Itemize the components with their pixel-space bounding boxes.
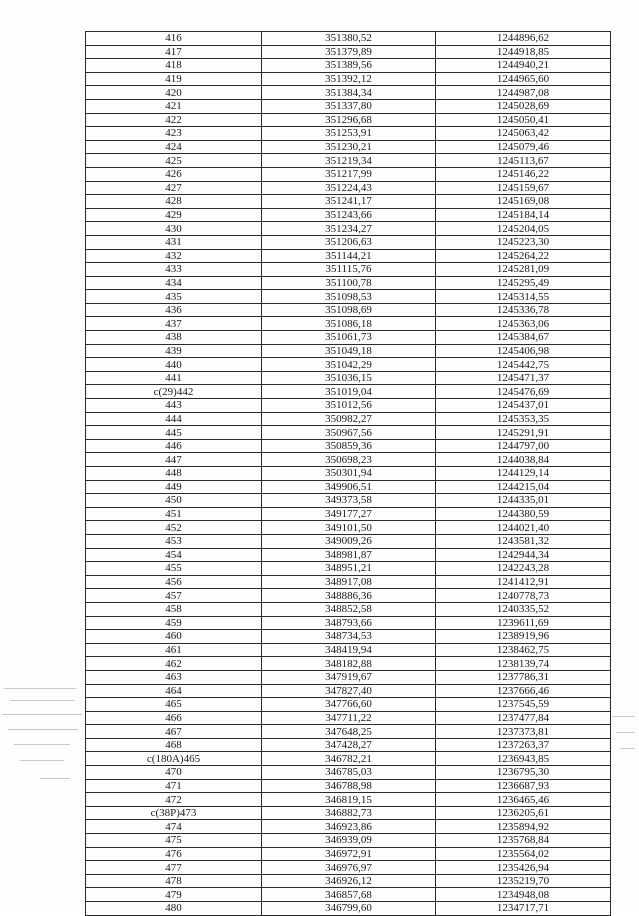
y-coordinate-cell: 1234717,71	[436, 902, 611, 916]
table-row	[86, 140, 611, 154]
table-row	[86, 426, 611, 440]
x-coordinate-cell: 350301,94	[262, 467, 436, 481]
table-row	[86, 643, 611, 657]
point-number-cell: 418	[86, 59, 262, 73]
x-coordinate-cell: 351230,21	[262, 140, 436, 154]
x-coordinate-cell: 351098,69	[262, 303, 436, 317]
table-row	[86, 725, 611, 739]
x-coordinate-cell: 351380,52	[262, 32, 436, 46]
y-coordinate-cell: 1245295,49	[436, 276, 611, 290]
table-row	[86, 453, 611, 467]
point-number-cell: 424	[86, 140, 262, 154]
point-number-cell: 436	[86, 303, 262, 317]
x-coordinate-cell: 347766,60	[262, 698, 436, 712]
x-coordinate-cell: 351224,43	[262, 181, 436, 195]
y-coordinate-cell: 1236687,93	[436, 779, 611, 793]
x-coordinate-cell: 346923,86	[262, 820, 436, 834]
point-number-cell: 423	[86, 127, 262, 141]
y-coordinate-cell: 1245476,69	[436, 385, 611, 399]
table-row	[86, 154, 611, 168]
point-number-cell: 474	[86, 820, 262, 834]
x-coordinate-cell: 347919,67	[262, 670, 436, 684]
x-coordinate-cell: 351061,73	[262, 331, 436, 345]
table-row	[86, 235, 611, 249]
table-row	[86, 534, 611, 548]
point-number-cell: 464	[86, 684, 262, 698]
point-number-cell: 449	[86, 480, 262, 494]
table-row	[86, 344, 611, 358]
x-coordinate-cell: 351337,80	[262, 99, 436, 113]
y-coordinate-cell: 1235768,84	[436, 834, 611, 848]
x-coordinate-cell: 346976,97	[262, 861, 436, 875]
point-number-cell: 439	[86, 344, 262, 358]
y-coordinate-cell: 1245363,06	[436, 317, 611, 331]
point-number-cell: 425	[86, 154, 262, 168]
y-coordinate-cell: 1244335,01	[436, 494, 611, 508]
y-coordinate-cell: 1245184,14	[436, 208, 611, 222]
table-row	[86, 222, 611, 236]
y-coordinate-cell: 1237786,31	[436, 670, 611, 684]
y-coordinate-cell: 1240335,52	[436, 602, 611, 616]
table-row	[86, 99, 611, 113]
x-coordinate-cell: 351243,66	[262, 208, 436, 222]
point-number-cell: 441	[86, 371, 262, 385]
point-number-cell: 416	[86, 32, 262, 46]
table-row	[86, 820, 611, 834]
scan-artifact	[10, 700, 74, 701]
x-coordinate-cell: 348734,53	[262, 630, 436, 644]
table-row	[86, 181, 611, 195]
y-coordinate-cell: 1235564,02	[436, 847, 611, 861]
x-coordinate-cell: 351100,78	[262, 276, 436, 290]
point-number-cell: 444	[86, 412, 262, 426]
x-coordinate-cell: 351253,91	[262, 127, 436, 141]
coordinates-table-body	[86, 32, 611, 916]
table-row	[86, 874, 611, 888]
x-coordinate-cell: 351036,15	[262, 371, 436, 385]
coordinates-table	[85, 31, 611, 916]
table-row	[86, 657, 611, 671]
point-number-cell: 461	[86, 643, 262, 657]
x-coordinate-cell: 351019,04	[262, 385, 436, 399]
x-coordinate-cell: 350698,23	[262, 453, 436, 467]
point-number-cell: 478	[86, 874, 262, 888]
point-number-cell: 465	[86, 698, 262, 712]
table-row	[86, 195, 611, 209]
y-coordinate-cell: 1240778,73	[436, 589, 611, 603]
y-coordinate-cell: 1237545,59	[436, 698, 611, 712]
y-coordinate-cell: 1239611,69	[436, 616, 611, 630]
table-row	[86, 521, 611, 535]
table-row	[86, 86, 611, 100]
x-coordinate-cell: 351206,63	[262, 235, 436, 249]
point-number-cell: 480	[86, 902, 262, 916]
x-coordinate-cell: 347648,25	[262, 725, 436, 739]
x-coordinate-cell: 349906,51	[262, 480, 436, 494]
x-coordinate-cell: 348419,94	[262, 643, 436, 657]
table-row	[86, 113, 611, 127]
y-coordinate-cell: 1245113,67	[436, 154, 611, 168]
x-coordinate-cell: 348852,58	[262, 602, 436, 616]
table-row	[86, 480, 611, 494]
y-coordinate-cell: 1245442,75	[436, 358, 611, 372]
y-coordinate-cell: 1245204,05	[436, 222, 611, 236]
point-number-cell: 466	[86, 711, 262, 725]
point-number-cell: 435	[86, 290, 262, 304]
scan-artifact	[40, 778, 70, 779]
table-row	[86, 303, 611, 317]
y-coordinate-cell: 1238919,96	[436, 630, 611, 644]
x-coordinate-cell: 350859,36	[262, 439, 436, 453]
table-row	[86, 127, 611, 141]
point-number-cell: 446	[86, 439, 262, 453]
y-coordinate-cell: 1245291,91	[436, 426, 611, 440]
scan-artifact	[20, 760, 64, 761]
scan-artifact	[4, 688, 76, 689]
point-number-cell: 428	[86, 195, 262, 209]
y-coordinate-cell: 1245223,30	[436, 235, 611, 249]
y-coordinate-cell: 1237373,81	[436, 725, 611, 739]
x-coordinate-cell: 349009,26	[262, 534, 436, 548]
point-number-cell: 440	[86, 358, 262, 372]
point-number-cell: 452	[86, 521, 262, 535]
y-coordinate-cell: 1236943,85	[436, 752, 611, 766]
point-number-cell: 471	[86, 779, 262, 793]
scan-artifact	[8, 729, 78, 730]
table-row	[86, 371, 611, 385]
point-number-cell: 438	[86, 331, 262, 345]
point-number-cell: 433	[86, 263, 262, 277]
x-coordinate-cell: 350982,27	[262, 412, 436, 426]
table-row	[86, 358, 611, 372]
y-coordinate-cell: 1236795,30	[436, 766, 611, 780]
point-number-cell: 431	[86, 235, 262, 249]
table-row	[86, 385, 611, 399]
point-number-cell: 419	[86, 72, 262, 86]
x-coordinate-cell: 349177,27	[262, 507, 436, 521]
y-coordinate-cell: 1244021,40	[436, 521, 611, 535]
table-row	[86, 507, 611, 521]
y-coordinate-cell: 1244038,84	[436, 453, 611, 467]
y-coordinate-cell: 1244797,00	[436, 439, 611, 453]
x-coordinate-cell: 348981,87	[262, 548, 436, 562]
y-coordinate-cell: 1245050,41	[436, 113, 611, 127]
table-row	[86, 670, 611, 684]
table-row	[86, 766, 611, 780]
x-coordinate-cell: 346785,03	[262, 766, 436, 780]
x-coordinate-cell: 351234,27	[262, 222, 436, 236]
x-coordinate-cell: 346882,73	[262, 806, 436, 820]
x-coordinate-cell: 351296,68	[262, 113, 436, 127]
table-row	[86, 167, 611, 181]
x-coordinate-cell: 347711,22	[262, 711, 436, 725]
point-number-cell: 434	[86, 276, 262, 290]
x-coordinate-cell: 348951,21	[262, 562, 436, 576]
point-number-cell: 455	[86, 562, 262, 576]
point-number-cell: 458	[86, 602, 262, 616]
x-coordinate-cell: 346972,91	[262, 847, 436, 861]
table-row	[86, 276, 611, 290]
y-coordinate-cell: 1235219,70	[436, 874, 611, 888]
table-row	[86, 752, 611, 766]
point-number-cell: 467	[86, 725, 262, 739]
x-coordinate-cell: 346939,09	[262, 834, 436, 848]
y-coordinate-cell: 1241412,91	[436, 575, 611, 589]
point-number-cell: 447	[86, 453, 262, 467]
y-coordinate-cell: 1245063,42	[436, 127, 611, 141]
x-coordinate-cell: 348917,08	[262, 575, 436, 589]
x-coordinate-cell: 346799,60	[262, 902, 436, 916]
y-coordinate-cell: 1245079,46	[436, 140, 611, 154]
y-coordinate-cell: 1245406,98	[436, 344, 611, 358]
point-number-cell: 445	[86, 426, 262, 440]
table-row	[86, 331, 611, 345]
table-row	[86, 45, 611, 59]
table-row	[86, 616, 611, 630]
y-coordinate-cell: 1244918,85	[436, 45, 611, 59]
point-number-cell: 421	[86, 99, 262, 113]
point-number-cell: 430	[86, 222, 262, 236]
y-coordinate-cell: 1245169,08	[436, 195, 611, 209]
table-row	[86, 861, 611, 875]
table-row	[86, 711, 611, 725]
table-row	[86, 32, 611, 46]
point-number-cell: 448	[86, 467, 262, 481]
y-coordinate-cell: 1245281,09	[436, 263, 611, 277]
y-coordinate-cell: 1245146,22	[436, 167, 611, 181]
x-coordinate-cell: 351049,18	[262, 344, 436, 358]
table-row	[86, 834, 611, 848]
table-row	[86, 59, 611, 73]
table-row	[86, 602, 611, 616]
table-row	[86, 793, 611, 807]
point-number-cell: c(38P)473	[86, 806, 262, 820]
y-coordinate-cell: 1237477,84	[436, 711, 611, 725]
table-row	[86, 208, 611, 222]
x-coordinate-cell: 349373,58	[262, 494, 436, 508]
x-coordinate-cell: 347428,27	[262, 738, 436, 752]
x-coordinate-cell: 351384,34	[262, 86, 436, 100]
y-coordinate-cell: 1244129,14	[436, 467, 611, 481]
table-row	[86, 494, 611, 508]
y-coordinate-cell: 1244940,21	[436, 59, 611, 73]
y-coordinate-cell: 1237666,46	[436, 684, 611, 698]
y-coordinate-cell: 1245159,67	[436, 181, 611, 195]
y-coordinate-cell: 1245384,67	[436, 331, 611, 345]
x-coordinate-cell: 349101,50	[262, 521, 436, 535]
table-row	[86, 439, 611, 453]
point-number-cell: 459	[86, 616, 262, 630]
table-row	[86, 263, 611, 277]
x-coordinate-cell: 351219,34	[262, 154, 436, 168]
point-number-cell: 457	[86, 589, 262, 603]
x-coordinate-cell: 348793,66	[262, 616, 436, 630]
table-row	[86, 317, 611, 331]
table-row	[86, 412, 611, 426]
point-number-cell: 443	[86, 399, 262, 413]
x-coordinate-cell: 347827,40	[262, 684, 436, 698]
y-coordinate-cell: 1244896,62	[436, 32, 611, 46]
scan-artifact	[616, 732, 634, 733]
point-number-cell: 462	[86, 657, 262, 671]
point-number-cell: 429	[86, 208, 262, 222]
x-coordinate-cell: 351392,12	[262, 72, 436, 86]
point-number-cell: 437	[86, 317, 262, 331]
scan-artifact	[620, 748, 634, 749]
point-number-cell: c(29)442	[86, 385, 262, 399]
table-row	[86, 847, 611, 861]
table-row	[86, 684, 611, 698]
point-number-cell: 451	[86, 507, 262, 521]
y-coordinate-cell: 1245336,78	[436, 303, 611, 317]
table-row	[86, 562, 611, 576]
point-number-cell: 454	[86, 548, 262, 562]
y-coordinate-cell: 1243581,32	[436, 534, 611, 548]
y-coordinate-cell: 1245028,69	[436, 99, 611, 113]
y-coordinate-cell: 1235426,94	[436, 861, 611, 875]
point-number-cell: 479	[86, 888, 262, 902]
y-coordinate-cell: 1238139,74	[436, 657, 611, 671]
x-coordinate-cell: 351042,29	[262, 358, 436, 372]
y-coordinate-cell: 1245471,37	[436, 371, 611, 385]
x-coordinate-cell: 351012,56	[262, 399, 436, 413]
x-coordinate-cell: 351379,89	[262, 45, 436, 59]
table-row	[86, 698, 611, 712]
scan-artifact	[14, 744, 70, 745]
x-coordinate-cell: 351144,21	[262, 249, 436, 263]
x-coordinate-cell: 346857,68	[262, 888, 436, 902]
table-row	[86, 290, 611, 304]
x-coordinate-cell: 346819,15	[262, 793, 436, 807]
y-coordinate-cell: 1242243,28	[436, 562, 611, 576]
x-coordinate-cell: 350967,56	[262, 426, 436, 440]
table-row	[86, 738, 611, 752]
point-number-cell: 432	[86, 249, 262, 263]
table-row	[86, 806, 611, 820]
table-row	[86, 399, 611, 413]
point-number-cell: 463	[86, 670, 262, 684]
y-coordinate-cell: 1234948,08	[436, 888, 611, 902]
point-number-cell: 476	[86, 847, 262, 861]
x-coordinate-cell: 351241,17	[262, 195, 436, 209]
table-row	[86, 249, 611, 263]
x-coordinate-cell: 351098,53	[262, 290, 436, 304]
point-number-cell: 426	[86, 167, 262, 181]
table-row	[86, 467, 611, 481]
y-coordinate-cell: 1244965,60	[436, 72, 611, 86]
point-number-cell: 422	[86, 113, 262, 127]
y-coordinate-cell: 1236205,61	[436, 806, 611, 820]
table-row	[86, 575, 611, 589]
y-coordinate-cell: 1237263,37	[436, 738, 611, 752]
y-coordinate-cell: 1242944,34	[436, 548, 611, 562]
point-number-cell: 470	[86, 766, 262, 780]
y-coordinate-cell: 1244380,59	[436, 507, 611, 521]
table-row	[86, 589, 611, 603]
point-number-cell: 453	[86, 534, 262, 548]
y-coordinate-cell: 1244215,04	[436, 480, 611, 494]
x-coordinate-cell: 351217,99	[262, 167, 436, 181]
x-coordinate-cell: 346926,12	[262, 874, 436, 888]
x-coordinate-cell: 351115,76	[262, 263, 436, 277]
x-coordinate-cell: 346788,98	[262, 779, 436, 793]
y-coordinate-cell: 1245353,35	[436, 412, 611, 426]
table-row	[86, 548, 611, 562]
y-coordinate-cell: 1245264,22	[436, 249, 611, 263]
y-coordinate-cell: 1245314,55	[436, 290, 611, 304]
point-number-cell: 427	[86, 181, 262, 195]
point-number-cell: 420	[86, 86, 262, 100]
point-number-cell: 472	[86, 793, 262, 807]
x-coordinate-cell: 346782,21	[262, 752, 436, 766]
point-number-cell: 450	[86, 494, 262, 508]
point-number-cell: 468	[86, 738, 262, 752]
table-row	[86, 72, 611, 86]
x-coordinate-cell: 348886,36	[262, 589, 436, 603]
point-number-cell: 477	[86, 861, 262, 875]
table-row	[86, 902, 611, 916]
y-coordinate-cell: 1236465,46	[436, 793, 611, 807]
table-row	[86, 888, 611, 902]
y-coordinate-cell: 1245437,01	[436, 399, 611, 413]
scan-artifact	[612, 716, 634, 717]
scan-artifact	[2, 714, 82, 715]
point-number-cell: 456	[86, 575, 262, 589]
table-row	[86, 779, 611, 793]
x-coordinate-cell: 351086,18	[262, 317, 436, 331]
x-coordinate-cell: 351389,56	[262, 59, 436, 73]
point-number-cell: 460	[86, 630, 262, 644]
y-coordinate-cell: 1235894,92	[436, 820, 611, 834]
y-coordinate-cell: 1238462,75	[436, 643, 611, 657]
table-row	[86, 630, 611, 644]
point-number-cell: 475	[86, 834, 262, 848]
x-coordinate-cell: 348182,88	[262, 657, 436, 671]
y-coordinate-cell: 1244987,08	[436, 86, 611, 100]
point-number-cell: 417	[86, 45, 262, 59]
point-number-cell: c(180A)465	[86, 752, 262, 766]
